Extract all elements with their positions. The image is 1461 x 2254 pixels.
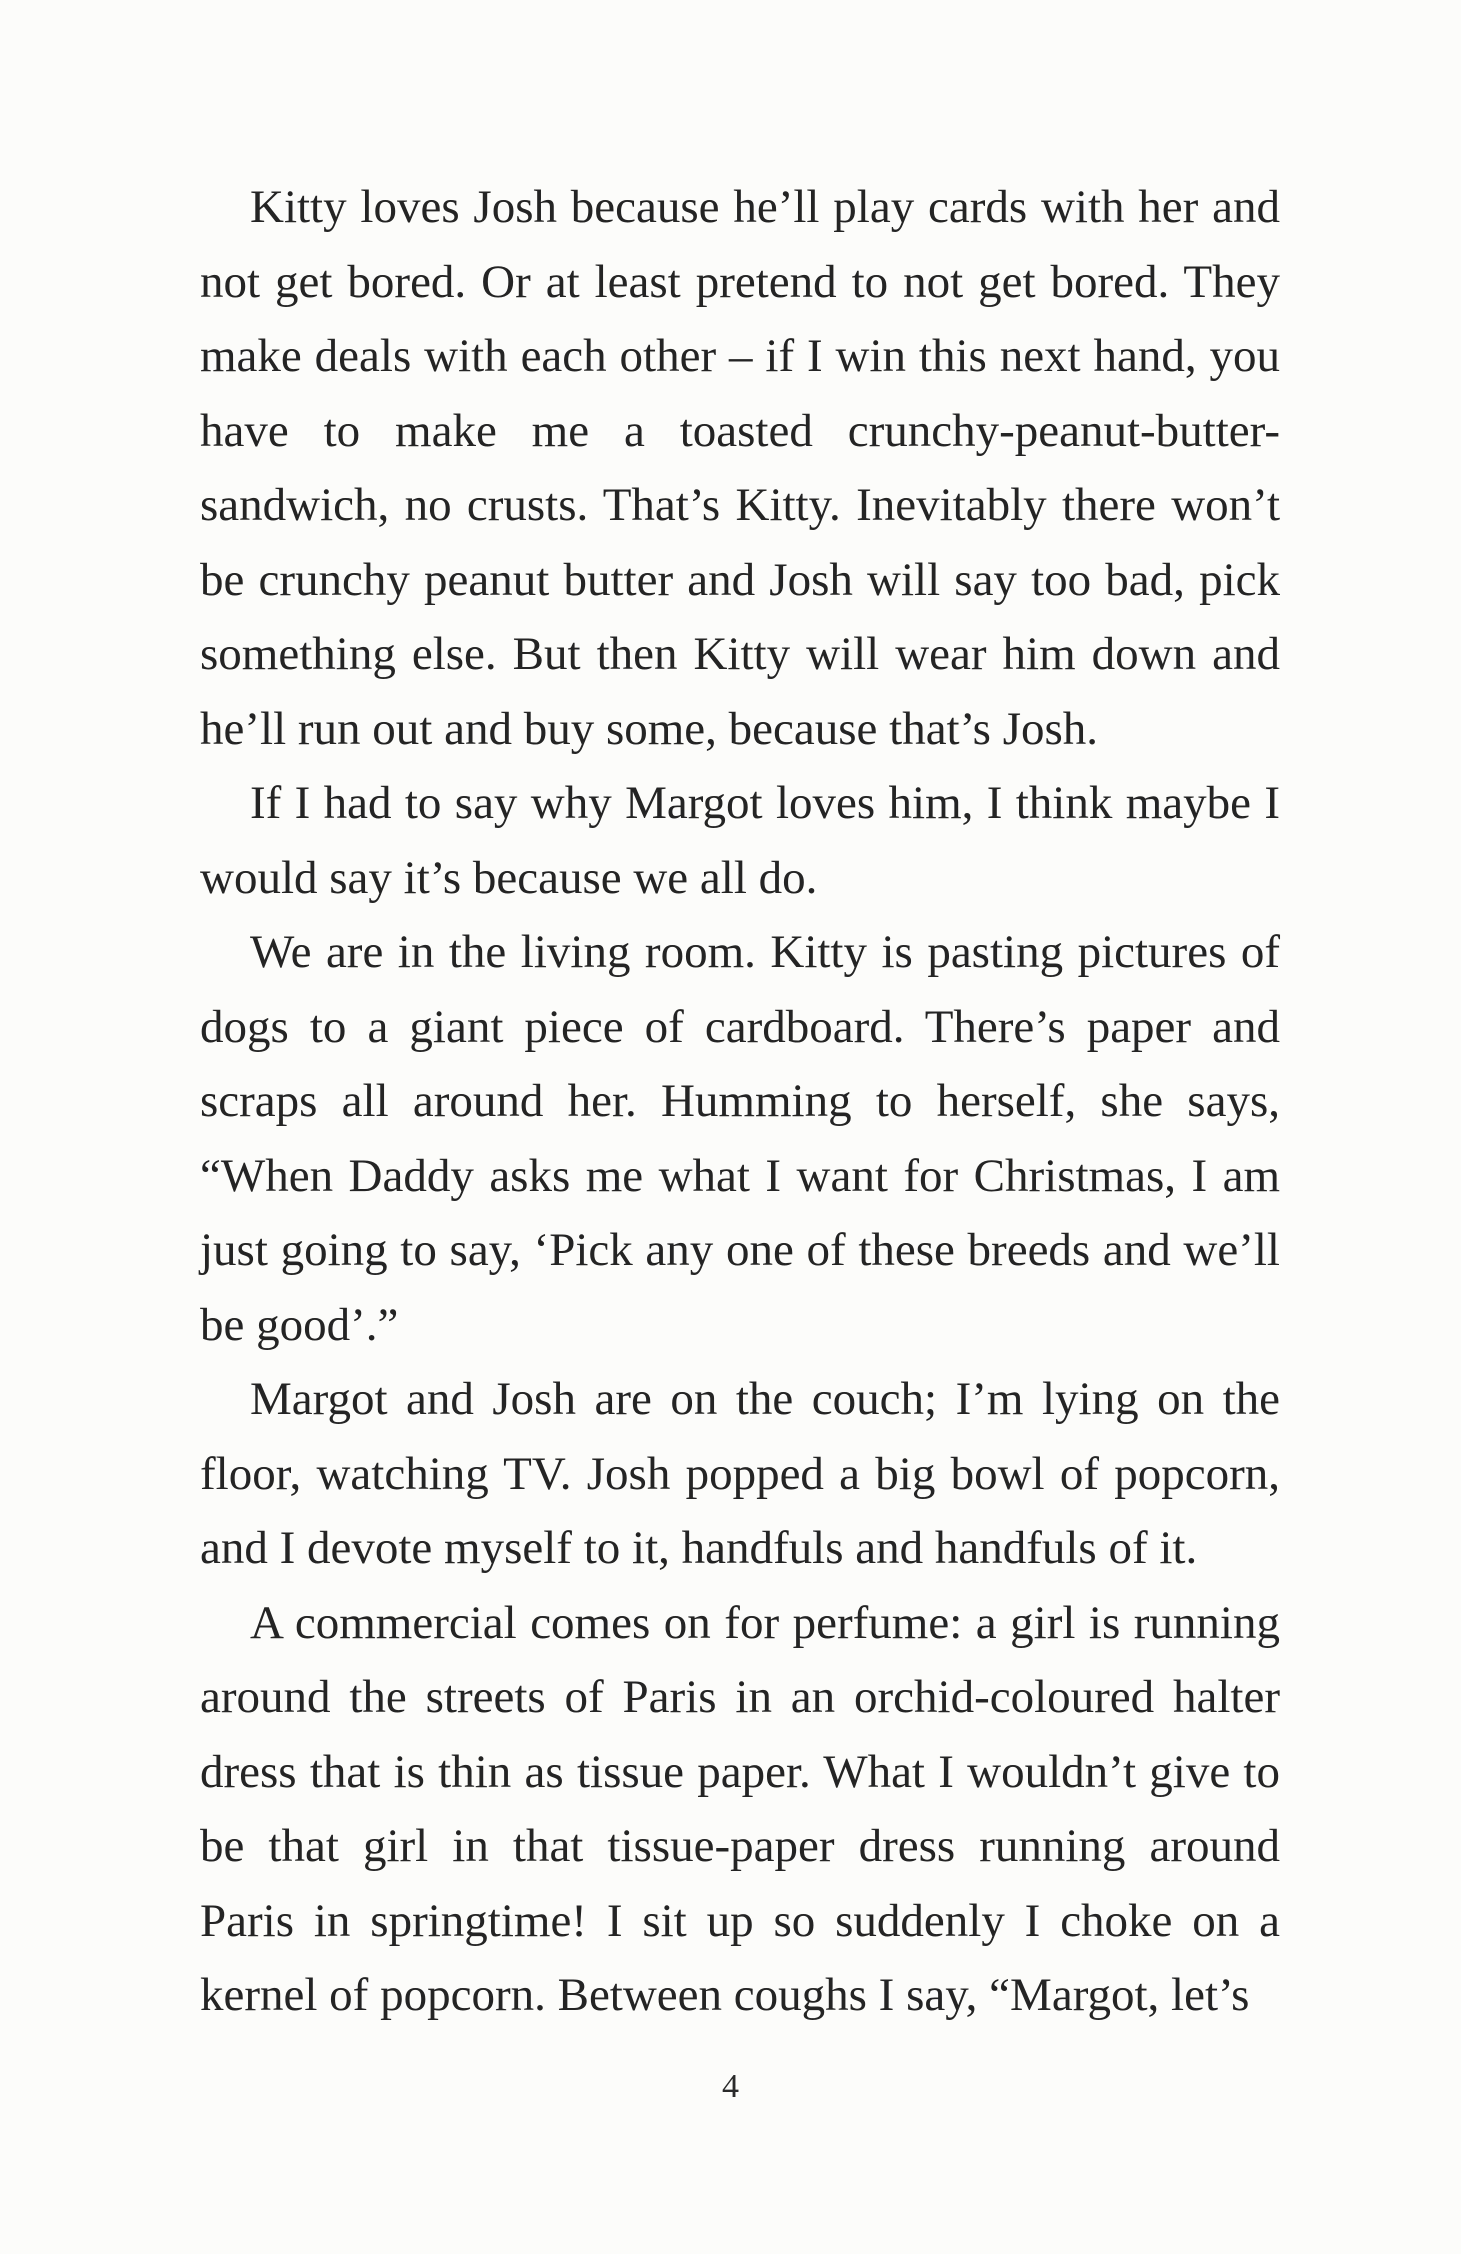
paragraph-margot-loves: If I had to say why Margot loves him, I think maybe I would say it’s because we all do.: [200, 777, 1280, 904]
paragraph-living-room: We are in the living room. Kitty is pasting pictures of dogs to a giant piece of cardboard. There’s paper and scraps all around her. Humming to herself, she says, “When Daddy asks me what I want for Christmas, I am just going to say, ‘Pick any one of these breeds and we’ll be good’.”: [200, 926, 1280, 1351]
paragraph-commercial: A commercial comes on for perfume: a girl is running around the streets of Paris in an orchid-coloured halter dress that is thin as tissue paper. What I wouldn’t give to be that girl in that tissue-paper dress running around Paris in springtime! I sit up so suddenly I choke on a kernel of popcorn. Between coughs I say, “Margot, let’s: [200, 1596, 1280, 2021]
page-number: 4: [722, 2068, 739, 2105]
paragraph-kitty-josh: Kitty loves Josh because he’ll play cards with her and not get bored. Or at least pretend to not get bored. They make deals with each other – if I win this next hand, you have to make me a toasted crunchy-peanut-butter-sandwich, no crusts. That’s Kitty. Inevitably there won’t be crunchy peanut butter and Josh will say too bad, pick something else. But then Kitty will wear him down and he’ll run out and buy some, because that’s Josh.: [200, 181, 1280, 755]
paragraph-couch: Margot and Josh are on the couch; I’m lying on the floor, watching TV. Josh popped a big bowl of popcorn, and I devote myself to it, handfuls and handfuls of it.: [200, 1373, 1280, 1574]
body-text: [200, 170, 1280, 2033]
